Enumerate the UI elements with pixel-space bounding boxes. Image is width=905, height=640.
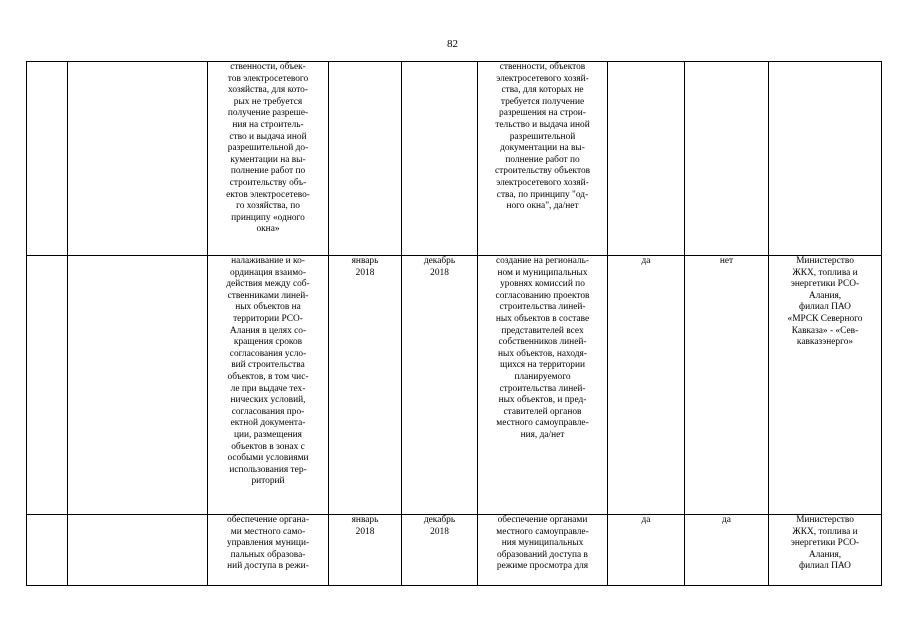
number-cell bbox=[27, 62, 68, 256]
end-date-cell bbox=[402, 62, 478, 256]
responsible-cell: Министерство ЖКХ, топлива и энергетики РСО- Алания, филиал ПАО «МРСК Северного Кавказа» - «Сев- кавказэнерго» bbox=[769, 256, 882, 515]
measures-table bbox=[26, 61, 882, 586]
start-date-cell: январь 2018 bbox=[329, 515, 402, 586]
number-cell bbox=[27, 256, 68, 515]
responsible-cell: Министерство ЖКХ, топлива и энергетики РСО- Алания, филиал ПАО bbox=[769, 515, 882, 586]
end-date-cell: декабрь 2018 bbox=[402, 515, 478, 586]
measure-cell: налаживание и ко- ординация взаимо- действия между соб- ственниками линей- ных объектов на территории РСО- Алания в целях со- кращения сроков согласования усло- вий строительства объектов, в том чис- ле при выдаче тех- нических условий, согласования про- ектной документа- ции, размещения объектов в зонах с особыми условиями использования тер- риторий bbox=[208, 256, 329, 515]
indicator-cell: обеспечение органами местного самоуправле- ния муниципальных образований доступа в режиме просмотра для bbox=[478, 515, 608, 586]
indicator-cell: создание на региональ- ном и муниципальных уровнях комиссий по согласованию проектов строительства линей- ных объектов в составе представителей всех собственников линей- ных объектов, находя- щихся на территории планируемого строительства линей- ных объектов, и пред- ставителей органов местного самоуправле- ния, да/нет bbox=[478, 256, 608, 515]
responsible-cell bbox=[769, 62, 882, 256]
table-row bbox=[27, 62, 882, 256]
page-number: 82 bbox=[447, 38, 458, 50]
fact-value-cell: да bbox=[685, 515, 769, 586]
start-date-cell: январь 2018 bbox=[329, 256, 402, 515]
fact-value-cell bbox=[685, 62, 769, 256]
indicator-cell: ственности, объектов электросетевого хозяй- ства, для которых не требуется получение разрешения на строи- тельство и выдача иной разрешительной документации на вы- полнение работ по строительству объектов электросетевого хозяй- ства, по принципу "од- ного окна", да/нет bbox=[478, 62, 608, 256]
number-cell bbox=[27, 515, 68, 586]
task-cell bbox=[68, 515, 208, 586]
table-row bbox=[27, 515, 882, 586]
plan-value-cell bbox=[608, 62, 685, 256]
table-row bbox=[27, 256, 882, 515]
plan-value-cell: да bbox=[608, 256, 685, 515]
fact-value-cell: нет bbox=[685, 256, 769, 515]
start-date-cell bbox=[329, 62, 402, 256]
measure-cell: обеспечение органа- ми местного само- управления муници- пальных образова- ний доступа в режи- bbox=[208, 515, 329, 586]
measure-cell: ственности, объек- тов электросетевого хозяйства, для кото- рых не требуется получение разреше- ния на строитель- ство и выдача иной разрешительной до- кументации на вы- полнение работ по строительству объ- ектов электросетево- го хозяйства, по принципу «одного окна» bbox=[208, 62, 329, 256]
task-cell bbox=[68, 256, 208, 515]
task-cell bbox=[68, 62, 208, 256]
plan-value-cell: да bbox=[608, 515, 685, 586]
end-date-cell: декабрь 2018 bbox=[402, 256, 478, 515]
